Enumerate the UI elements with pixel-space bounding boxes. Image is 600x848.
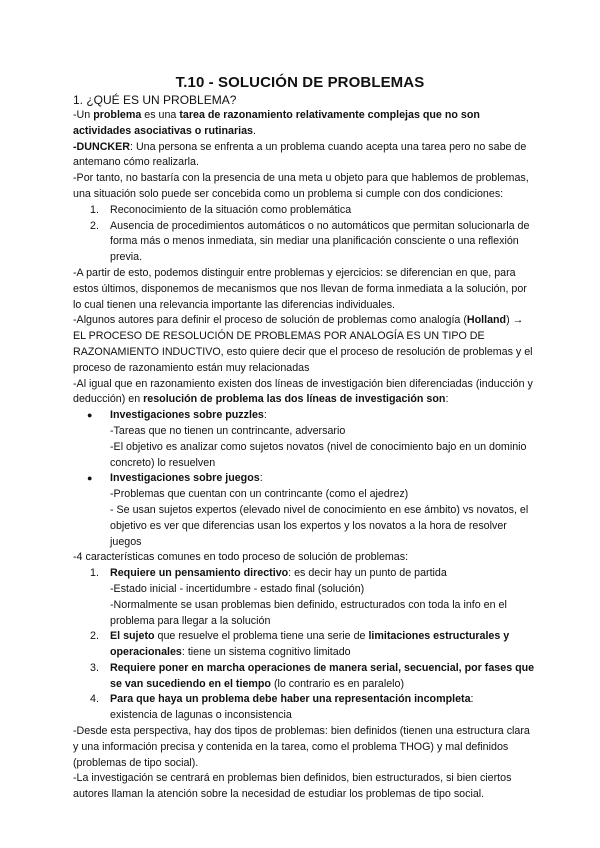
paragraph-definition: -Un problema es una tarea de razonamiento relativamente complejas que no son actividades asociativas o rutinarias. [73, 109, 480, 137]
paragraph-analogy: -Algunos autores para definir el proceso de solución de problemas como analogía (Holland) → EL PROCESO DE RESOLUCIÓN DE PROBLEMAS POR ANALOGÍA ES UN TIPO DE RAZONAMIENTO INDUCTIVO, esto quiere decir que el proceso de resolución de problemas y el proceso de razonamiento están muy relacionadas [73, 314, 533, 374]
list-item: 2. El sujeto que resuelve el problema tiene una serie de limitaciones estructurales y operacionales: tiene un sistema cognitivo limitado [90, 630, 510, 659]
paragraph-duncker: -DUNCKER: Una persona se enfrenta a un problema cuando acepta una tarea pero no sabe de antemano cómo realizarla. [73, 140, 527, 169]
list-item: 4. Para que haya un problema debe haber una representación incompleta: existencia de lagunas o inconsistencia [73, 692, 535, 724]
detail-line: - Se usan sujetos expertos (elevado nivel de conocimiento en ese ámbito) vs novatos, el objetivo es ver que diferencias usan los expertos y los novatos a la hora de resolver juegos [110, 503, 529, 548]
list-item: ● Investigaciones sobre juegos: -Problemas que cuentan con un contrincante (como el ajedrez) - Se usan sujetos expertos (elevado nivel de conocimiento en ese ámbito) vs novatos, el objetivo es ver que diferencias usan los expertos y los novatos a la hora de resolver juegos [73, 471, 535, 550]
document-body [73, 92, 535, 803]
list-item: 3. Requiere poner en marcha operaciones de manera serial, secuencial, por fases que se van sucediendo en el tiempo (lo contrario es en paralelo) [90, 661, 535, 690]
detail-line: -El objetivo es analizar como sujetos novatos (nivel de conocimiento bajo en un dominio concreto) lo resuelven [110, 440, 527, 469]
characteristics-list [73, 566, 535, 724]
paragraph-conditions-intro: -Por tanto, no bastaría con la presencia de una meta u objeto para que hablemos de problemas, una situación solo puede ser concebida como un problema si cumple con dos condiciones: [73, 172, 529, 200]
list-item: 1. Requiere un pensamiento directivo: es decir hay un punto de partida -Estado inicial - incertidumbre - estado final (solución) -Normalmente se usan problemas bien definido, estructurados con toda la info en el problema para llegar a la solución [73, 566, 535, 629]
paragraph-research-focus: -La investigación se centrará en problemas bien definidos, bien estructurados, si bien ciertos autores llaman la atención sobre la necesidad de estudiar los problemas de tipo social. [73, 772, 512, 801]
list-item: ● Investigaciones sobre puzzles: -Tareas que no tienen un contrincante, adversario -El objetivo es analizar como sujetos novatos (nivel de conocimiento bajo en un dominio concreto) lo resuelven [73, 408, 535, 471]
paragraph-problem-types: -Desde esta perspectiva, hay dos tipos de problemas: bien definidos (tienen una estructura clara y una información precisa y contenida en la tarea, como el problema THOG) y mal definidos (problemas de tipo social). [73, 725, 530, 769]
bullet-icon: ● [87, 410, 93, 421]
paragraph-research-lines: -Al igual que en razonamiento existen dos líneas de investigación bien diferenciadas (inducción y deducción) en resolución de problema las dos líneas de investigación son: [73, 377, 533, 406]
detail-line: -Tareas que no tienen un contrincante, adversario [110, 424, 346, 437]
research-lines-list [73, 408, 535, 550]
detail-line: existencia de lagunas o inconsistencia [110, 709, 292, 722]
document-title: T.10 - SOLUCIÓN DE PROBLEMAS [175, 74, 425, 91]
conditions-list [73, 203, 535, 266]
paragraph-problems-vs-exercises: -A partir de esto, podemos distinguir entre problemas y ejercicios: se diferencian en que, para estos últimos, disponemos de mecanismos que nos llevan de forma inmediata a la solución, por lo cual tienen una relevancia importante las diferencias individuales. [73, 266, 527, 311]
detail-line: -Problemas que cuentan con un contrincante (como el ajedrez) [110, 488, 409, 501]
bullet-icon: ● [87, 473, 93, 484]
list-item: 2. Ausencia de procedimientos automáticos o no automáticos que permitan solucionarla de forma más o menos inmediata, sin mediar una planificación consciente o una reflexión previa. [90, 219, 530, 264]
section-heading: 1. ¿QUÉ ES UN PROBLEMA? [73, 93, 237, 107]
list-item: 1. Reconocimiento de la situación como problemática [90, 203, 352, 216]
detail-line: -Estado inicial - incertidumbre - estado final (solución) [110, 582, 365, 595]
detail-line: -Normalmente se usan problemas bien definido, estructurados con toda la info en el problema para llegar a la solución [110, 598, 507, 627]
paragraph-characteristics-intro: -4 características comunes en todo proceso de solución de problemas: [73, 551, 409, 564]
